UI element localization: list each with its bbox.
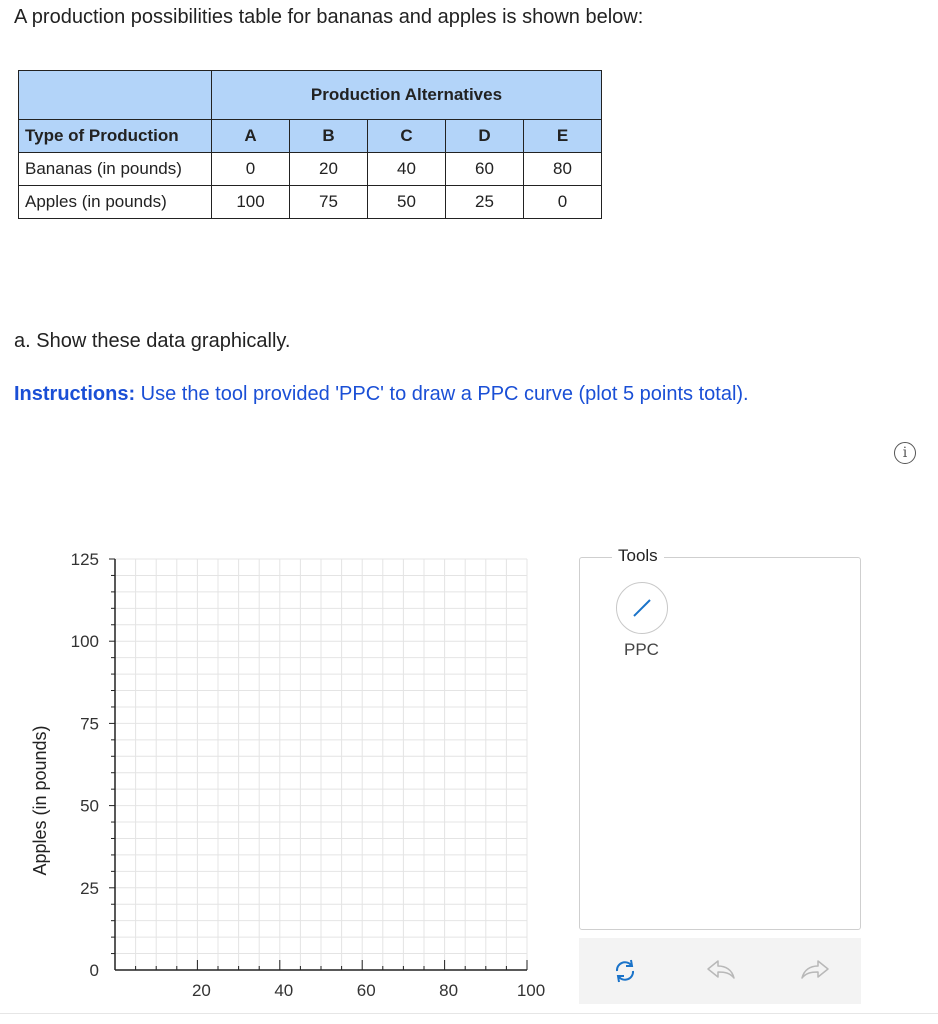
table-row [19,153,602,186]
table-cell: 100 [212,186,290,219]
tools-title: Tools [612,546,664,566]
bottom-divider [0,1013,938,1014]
y-tick-label: 125 [70,550,99,569]
table-corner-cell [19,71,212,120]
table-header-cell: A [212,120,290,153]
table-cell: Apples (in pounds) [19,186,212,219]
table-header-cell: E [524,120,602,153]
table-cell: 25 [446,186,524,219]
table-cell: 0 [212,153,290,186]
ppc-tool-label: PPC [624,640,659,659]
x-tick-label: 100 [516,981,546,1000]
production-possibilities-table [18,70,602,219]
y-tick-label: 25 [80,878,99,898]
y-tick-label: 100 [70,632,99,652]
x-tick-label: 40 [274,981,294,1000]
table-cell: 75 [290,186,368,219]
table-title: Production Alternatives [212,71,602,120]
x-tick-label: 80 [439,981,459,1000]
ppc-tool-button[interactable] [616,582,668,634]
table-header-cell: B [290,120,368,153]
info-icon[interactable]: i [894,442,916,464]
instructions-body: Use the tool provided 'PPC' to draw a PPC curve (plot 5 points total). [135,383,749,405]
reset-icon[interactable] [610,956,640,986]
line-tool-icon [617,583,667,633]
table-row [19,186,602,219]
table-cell: 60 [446,153,524,186]
table-header-cell: D [446,120,524,153]
instructions-label: Instructions: [14,383,136,405]
instructions-text [14,383,749,406]
y-tick-label: 75 [80,714,99,734]
question-text: a. Show these data graphically. [14,330,291,352]
table-cell: 0 [524,186,602,219]
ppc-graph[interactable] [0,540,570,1010]
table-header-cell: Type of Production [19,120,212,153]
table-cell: Bananas (in pounds) [19,153,212,186]
y-tick-label: 50 [80,796,99,816]
table-title-row [19,71,602,120]
x-tick-label: 20 [191,981,211,1000]
y-tick-label: 0 [89,961,99,980]
table-header-cell: C [368,120,446,153]
intro-text: A production possibilities table for bananas and apples is shown below: [14,6,644,28]
table-cell: 20 [290,153,368,186]
undo-icon[interactable] [704,956,738,986]
table-header-row [19,120,602,153]
table-cell: 50 [368,186,446,219]
x-tick-label: 60 [356,981,376,1000]
table-cell: 80 [524,153,602,186]
y-axis-label: Apples (in pounds) [30,725,50,876]
redo-icon[interactable] [798,956,832,986]
table-cell: 40 [368,153,446,186]
